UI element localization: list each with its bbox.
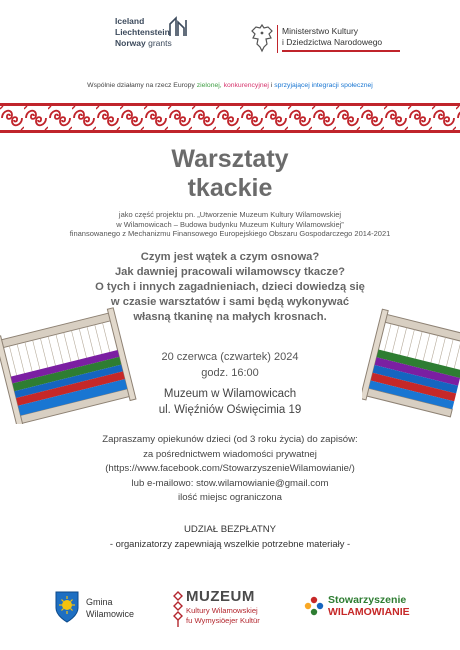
polish-eagle-icon bbox=[250, 22, 274, 54]
stowarzyszenie-logo bbox=[304, 592, 444, 628]
page-title bbox=[0, 145, 460, 203]
event-place bbox=[0, 386, 460, 418]
signup-line: za pośrednictwem wiadomości prywatnej bbox=[143, 448, 317, 460]
gmina-text bbox=[86, 596, 134, 620]
eea-line-2: Liechtenstein bbox=[115, 27, 170, 37]
eea-grants-text bbox=[115, 16, 172, 49]
muzeum-logo-icon bbox=[172, 590, 184, 628]
signup-line: ilość miejsc ograniczona bbox=[178, 492, 282, 503]
project-line-2: w Wilamowicach – Budowa budynku Muzeum Kultury Wilamowskiej” bbox=[116, 219, 344, 229]
title-line-1: Warsztaty bbox=[171, 145, 289, 173]
title-line-2: tkackie bbox=[187, 174, 273, 202]
question-line: własną tkaninę na małych krosnach. bbox=[133, 311, 327, 323]
eea-grants-icon bbox=[168, 16, 190, 38]
ministry-divider bbox=[277, 25, 278, 53]
project-line-1: jako część projektu pn. „Utworzenie Muzeum Kultury Wilamowskiej bbox=[118, 210, 342, 219]
ministry-text bbox=[282, 26, 382, 48]
tagline-prefix: Wspólnie działamy na rzecz Europy bbox=[87, 82, 195, 89]
question-line: O tych i innych zagadnieniach, dzieci dowiedzą się bbox=[95, 281, 365, 293]
gmina-coat-of-arms-icon bbox=[54, 590, 80, 624]
signup-line: Zapraszamy opiekunów dzieci (od 3 roku życia) do zapisów: bbox=[102, 434, 358, 445]
tagline-green: zielonej, bbox=[196, 82, 222, 89]
muzeum-subtitle-1: Kultury Wilamowskiej bbox=[186, 606, 258, 615]
eea-line-1: Iceland bbox=[115, 16, 145, 26]
place-name: Muzeum w Wilamowicach bbox=[163, 388, 297, 400]
question-line: Czym jest wątek a czym osnowa? bbox=[140, 251, 320, 263]
muzeum-title: MUZEUM bbox=[186, 588, 255, 605]
free-participation-label: UDZIAŁ BEZPŁATNY bbox=[183, 524, 277, 535]
stowarzyszenie-line-1: Stowarzyszenie bbox=[328, 594, 407, 606]
ministry-line-1: Ministerstwo Kultury bbox=[282, 26, 359, 36]
stowarzyszenie-flower-icon bbox=[304, 596, 324, 616]
tagline-mid: i bbox=[270, 82, 273, 89]
signup-info bbox=[0, 433, 460, 506]
eea-line-3: Norway grants bbox=[115, 38, 172, 48]
gmina-line-2: Wilamowice bbox=[86, 609, 135, 619]
gmina-logo bbox=[54, 590, 154, 630]
stowarzyszenie-line-2: WILAMOWIANIE bbox=[328, 606, 410, 618]
free-participation-note: - organizatorzy zapewniają wszelkie potrzebne materiały - bbox=[109, 538, 351, 549]
event-date: 20 czerwca (czwartek) 2024 bbox=[161, 351, 299, 363]
event-hour: godz. 16:00 bbox=[201, 367, 259, 379]
eea-grants-logo bbox=[115, 14, 235, 56]
question-line: w czasie warsztatów i sami będą wykonywać bbox=[110, 296, 350, 308]
muzeum-subtitle-2: fu Wymysiöejer Kultür bbox=[186, 616, 260, 625]
project-line-3: finansowanego z Mechanizmu Finansowego Europejskiego Obszaru Gospodarczego 2014-2021 bbox=[69, 229, 391, 238]
tagline-blue: sprzyjającej integracji społecznej bbox=[274, 82, 373, 89]
facebook-link[interactable]: (https://www.facebook.com/StowarzyszenieWilamowianie/) bbox=[105, 463, 355, 474]
ministry-line-2: i Dziedzictwa Narodowego bbox=[282, 37, 383, 47]
ornamental-band bbox=[0, 103, 460, 133]
place-address: ul. Więźniów Oświęcimia 19 bbox=[158, 404, 302, 416]
gmina-line-1: Gmina bbox=[86, 597, 113, 607]
tagline bbox=[0, 82, 460, 89]
ministry-logo bbox=[250, 22, 420, 58]
ministry-underline bbox=[282, 50, 400, 52]
email-contact[interactable]: lub e-mailowo: stow.wilamowianie@gmail.com bbox=[131, 477, 329, 489]
tagline-pink: konkurencyjnej bbox=[223, 82, 269, 89]
muzeum-logo bbox=[172, 588, 282, 632]
project-description bbox=[0, 210, 460, 239]
question-line: Jak dawniej pracowali wilamowscy tkacze? bbox=[114, 266, 346, 278]
